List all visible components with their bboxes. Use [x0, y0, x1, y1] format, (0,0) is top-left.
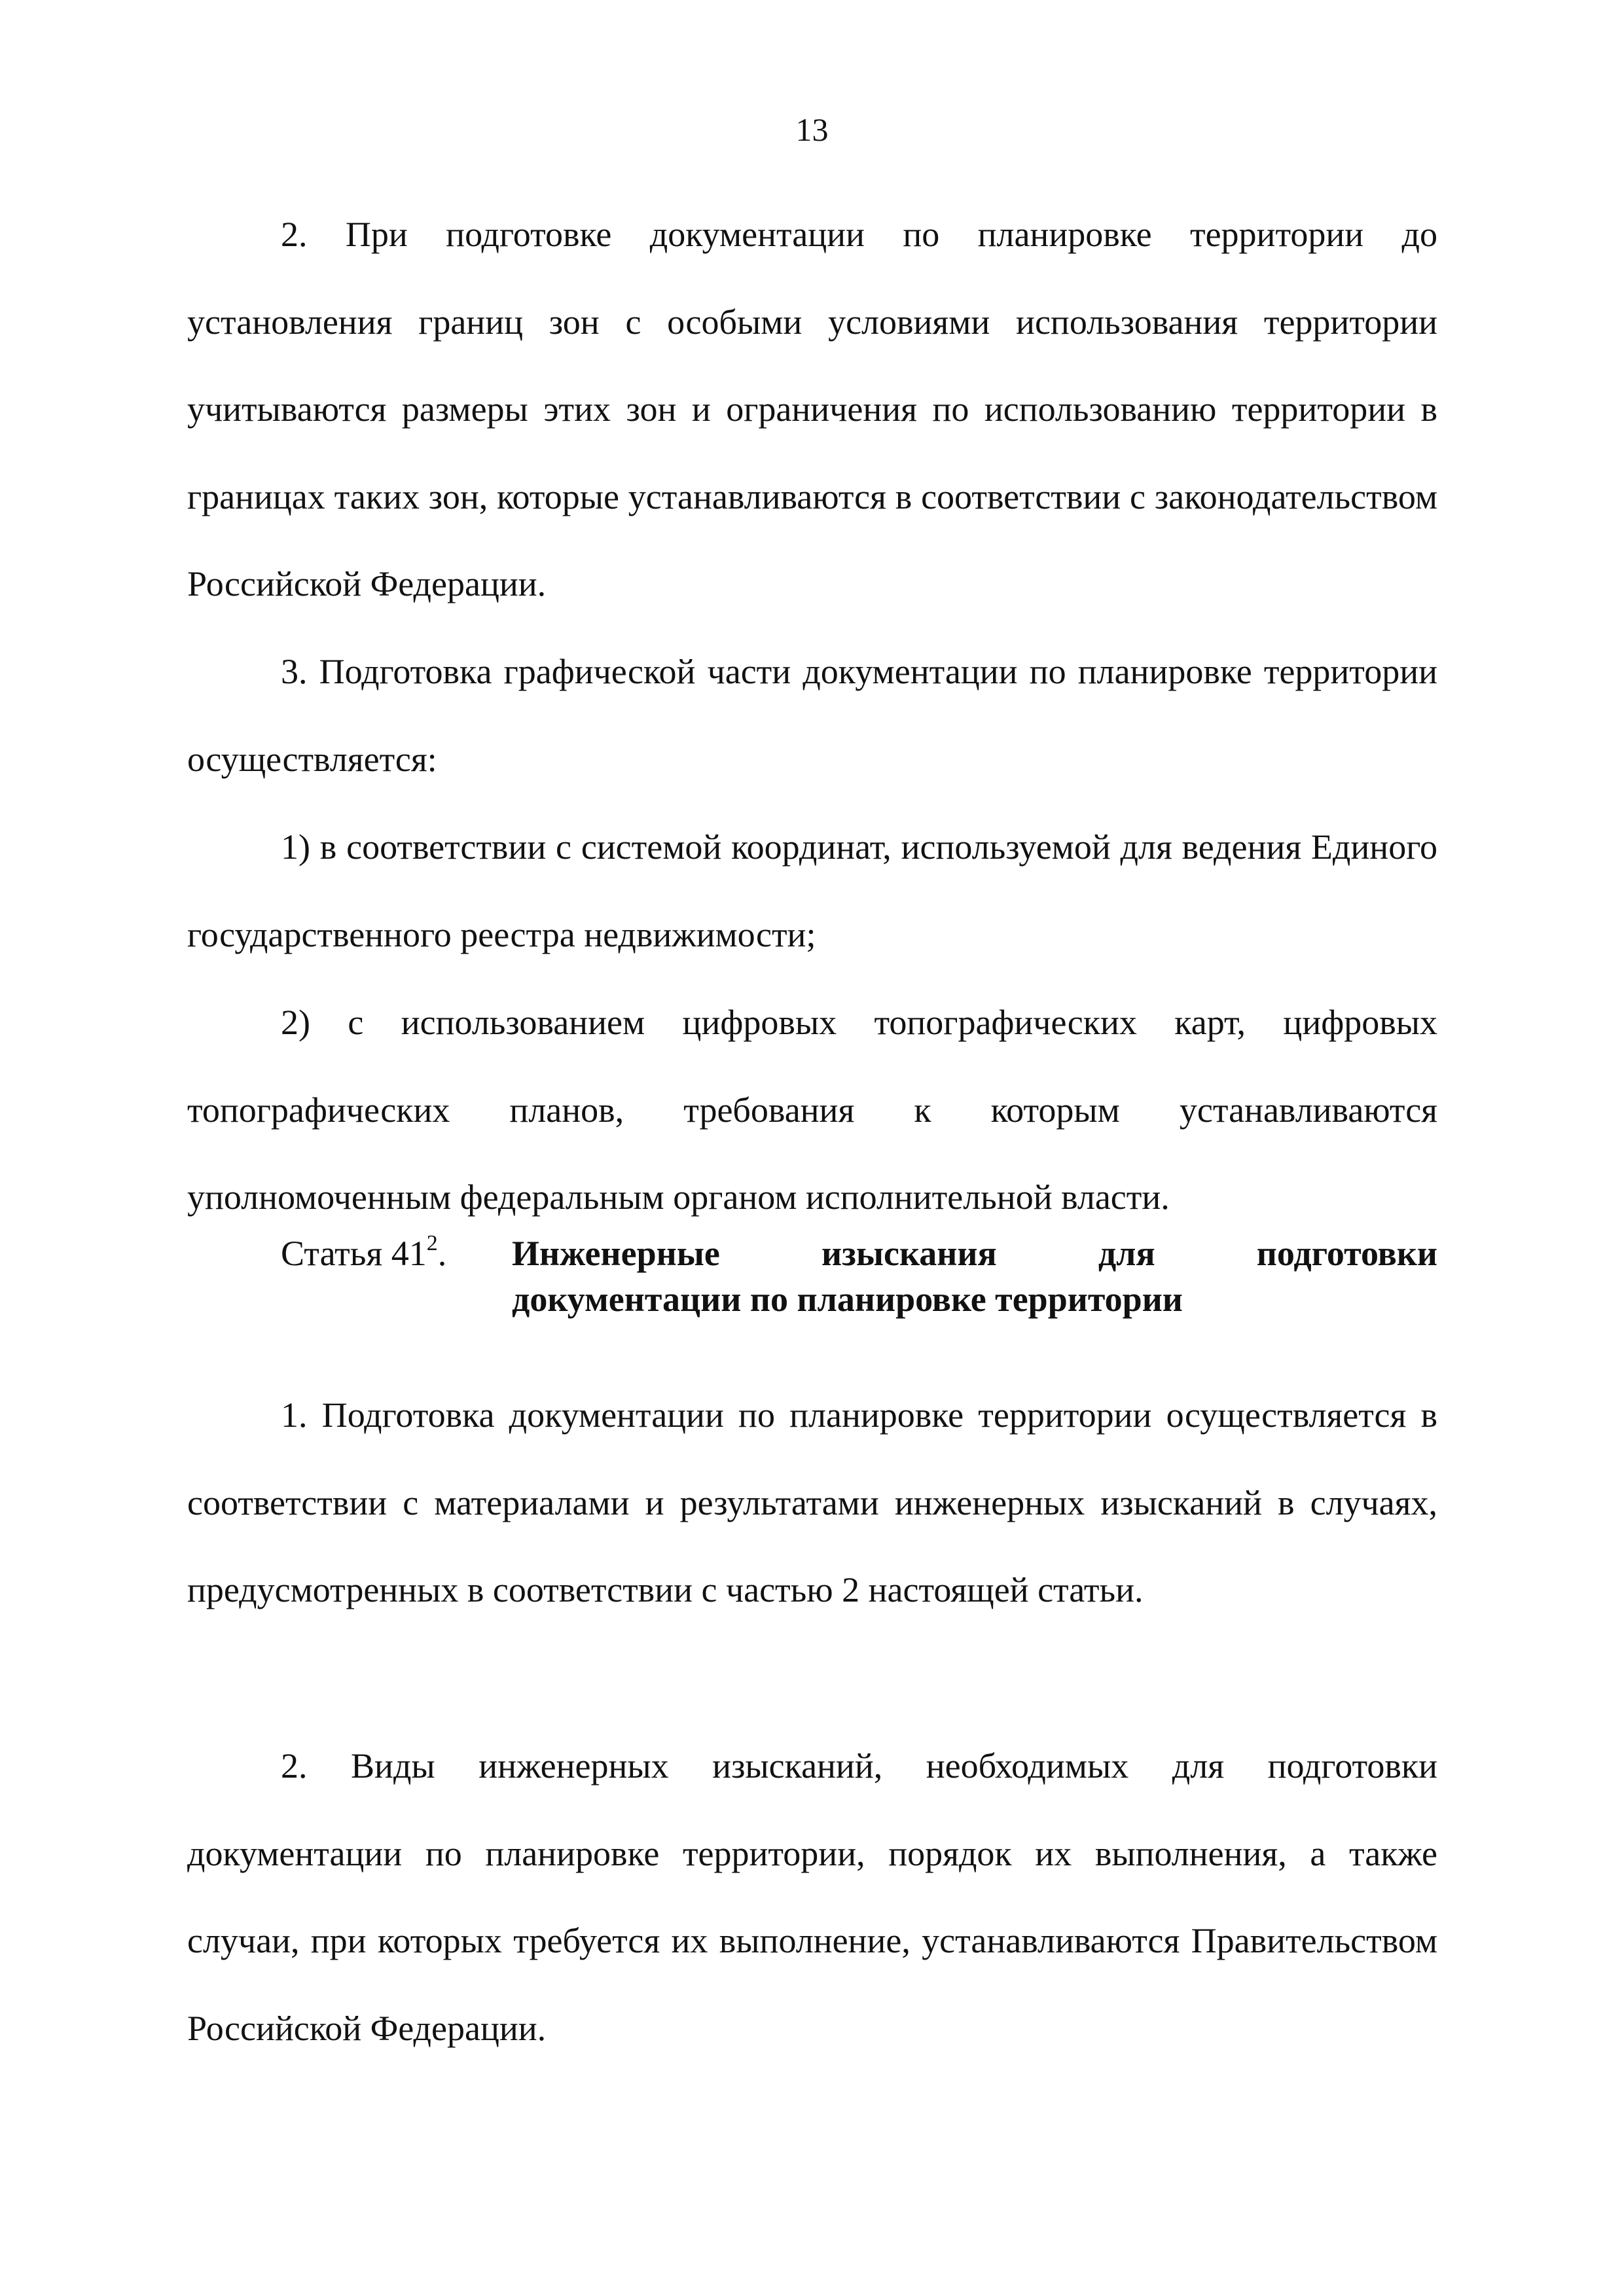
article-title — [512, 1230, 1437, 1322]
paragraph-part-3: 3. Подготовка графической части документации по планировке территории осуществляется: — [187, 652, 1437, 779]
article-label-suffix: . — [437, 1234, 447, 1273]
page-number: 13 — [795, 111, 829, 148]
paragraph-article-part-2: 2. Виды инженерных изысканий, необходимых для подготовки документации по планировке территории, порядок их выполнения, а также случаи, при которых требуется их выполнение, устанавливаются Правительством Российской Федерации. — [187, 1746, 1437, 2048]
paragraph-item-1: 1) в соответствии с системой координат, используемой для ведения Единого государственного реестра недвижимости; — [187, 827, 1437, 954]
article-title-line-1: Инженерные изыскания для подготовки — [512, 1234, 1437, 1273]
article-label-superscript: 2 — [426, 1231, 438, 1255]
article-label — [281, 1230, 446, 1276]
paragraph-item-2: 2) с использованием цифровых топографических карт, цифровых топографических планов, требования к которым устанавливаются уполномоченным федеральным органом исполнительной власти. — [187, 1003, 1437, 1217]
article-label-text: Статья 41 — [281, 1234, 427, 1273]
paragraph-part-2: 2. При подготовке документации по планировке территории до установления границ зон с особыми условиями использования территории учитываются размеры этих зон и ограничения по использованию территории в границах таких зон, которые устанавливаются в соответствии с законодательством Российской Федерации. — [187, 215, 1437, 603]
paragraph-article-part-1: 1. Подготовка документации по планировке территории осуществляется в соответствии с материалами и результатами инженерных изысканий в случаях, предусмотренных в соответствии с частью 2 настоящей статьи. — [187, 1395, 1437, 1609]
article-title-line-2: документации по планировке территории — [512, 1280, 1183, 1319]
